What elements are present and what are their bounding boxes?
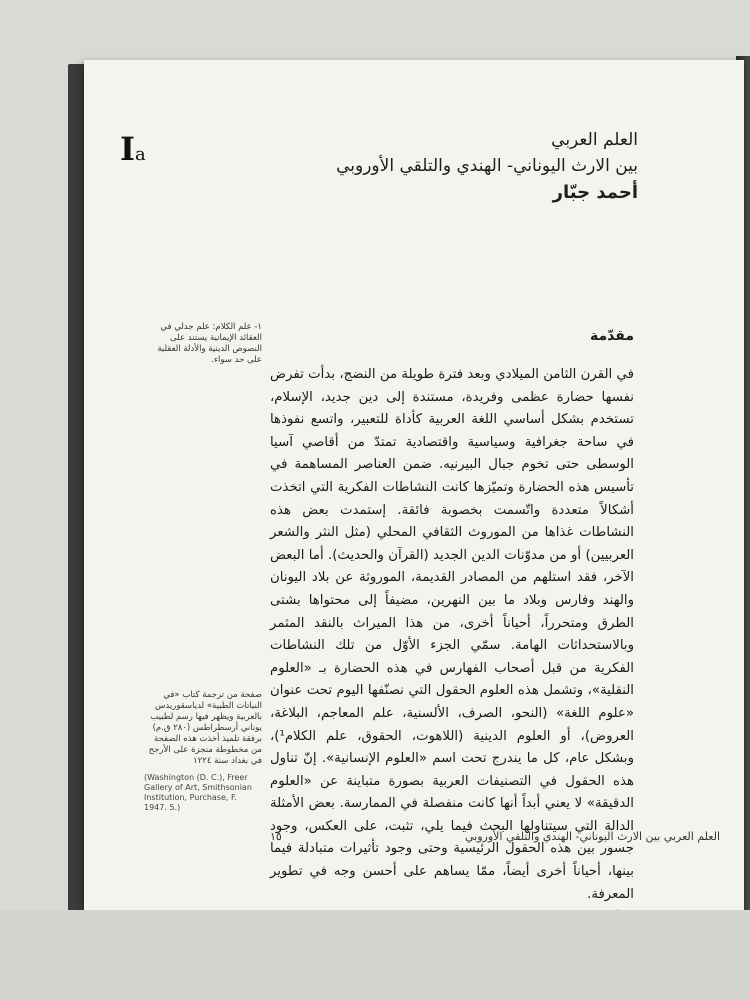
section-mark-main: I xyxy=(120,130,135,168)
page-number: ١٥ xyxy=(270,830,282,843)
main-text xyxy=(270,328,634,974)
image-caption-arabic: صفحة من ترجمة كتاب «في النباتات الطبية» لدياسقوريدس بالعربية ويظهر فيها رسم لطبيب يوناني أرسطراطس (٢٨٠ ق.م) برفقة تلميذ أخذت هذه الصفحة من مخطوطة منجزة على الأرجح في بغداد سنة ١٢٢٤ xyxy=(148,690,262,766)
section-mark xyxy=(120,130,146,168)
book-page xyxy=(84,60,744,910)
chapter-titles xyxy=(238,130,638,203)
image-caption xyxy=(144,690,262,813)
body-paragraph-1: في القرن الثامن الميلادي وبعد فترة طويلة من النضج، بدأت تفرض نفسها حضارة عظمى وفريدة، مستندة إلى دين جديد، الإسلام، تستخدم بشكل أساسي اللغة العربية كأداة للتعبير، واتسع نفوذها في ساحة جغرافية وسياسية واقتصادية تمتدّ من أقاصي آسيا الوسطى حتى تخوم جبال البيرنيه. ضمن العناصر المساهمة في تأسيس هذه الحضارة وتميّزها كانت النشاطات الفكرية التي اتخذت أشكالاً متعددة واتّسمت بخصوبة فائقة. إستمدت بعض هذه النشاطات غذاها من الموروث الثقافي المحلي (مثل النثر والشعر العربيين) أو من مدوّنات الدين الجديد (القرآن والحديث). أما البعض الآخر، فقد استلهم من المصادر القديمة، الموروثة عن بلاد اليونان والهند وفارس وبلاد ما بين النهرين، مضيفاً إلى محتواها بشتى الطرق ومتحرراً، أحياناً أخرى، من هذا الميراث بالنقد المثمر وبالاستحداثات الهامة. سمّي الجزء الأوّل من تلك النشاطات الفكرية من قبل أصحاب الفهارس في هذه الحضارة بـ «العلوم النقلية»، وتشمل هذه العلوم الحقول التي نصنّفها اليوم تحت عنوان «علوم اللغة» (النحو، الصرف، الألسنية، علم المعاجم، البلاغة، العروض)، أو العلوم الدينية (اللاهوت، الحقوق، علم الكلام¹)، وبشكل عام، كل ما يندرج تحت اسم «العلوم الإنسانية». إنّ تناول هذه الحقول في التصنيفات العربية بصورة متباينة عن «العلوم الدقيقة» لا يعني أبداً أنها كانت منفصلة في الممارسة. بعض الأمثلة الدالة التي سيتناولها البحث فيما يلي، تثبت، على العكس، وجود جسور بين هذه الحقول الرئيسية وحتى وجود تأثيرات متبادلة فيما بينها، أحياناً أخرى أيضاً، ممّا يساهم على أحسن وجه في تطوير المعرفة. xyxy=(270,367,634,902)
chapter-author: أحمد جبّار xyxy=(552,182,638,203)
section-mark-sub: a xyxy=(134,144,146,165)
table-surface xyxy=(0,910,750,1000)
chapter-title-line2: بين الارث اليوناني- الهندي والتلقي الأوروبي xyxy=(336,156,638,176)
image-caption-english: (Washington (D. C.), Freer Gallery of Art, Smithsonian Institution, Purchase, F. 1947. 5.) xyxy=(144,773,252,812)
footnote-margin: ١- علم الكلام: علم جدلي في العقائد الإيمانية يستند على النصوص الدينية والأدلة العقلية على حد سواء. xyxy=(157,322,262,365)
chapter-title-line1: العلم العربي xyxy=(551,130,638,150)
section-heading: مقدّمة xyxy=(590,328,634,344)
page-footer xyxy=(270,830,720,850)
running-title: العلم العربي بين الارث اليوناني- الهندي والتلقي الأوروبي xyxy=(464,830,720,843)
